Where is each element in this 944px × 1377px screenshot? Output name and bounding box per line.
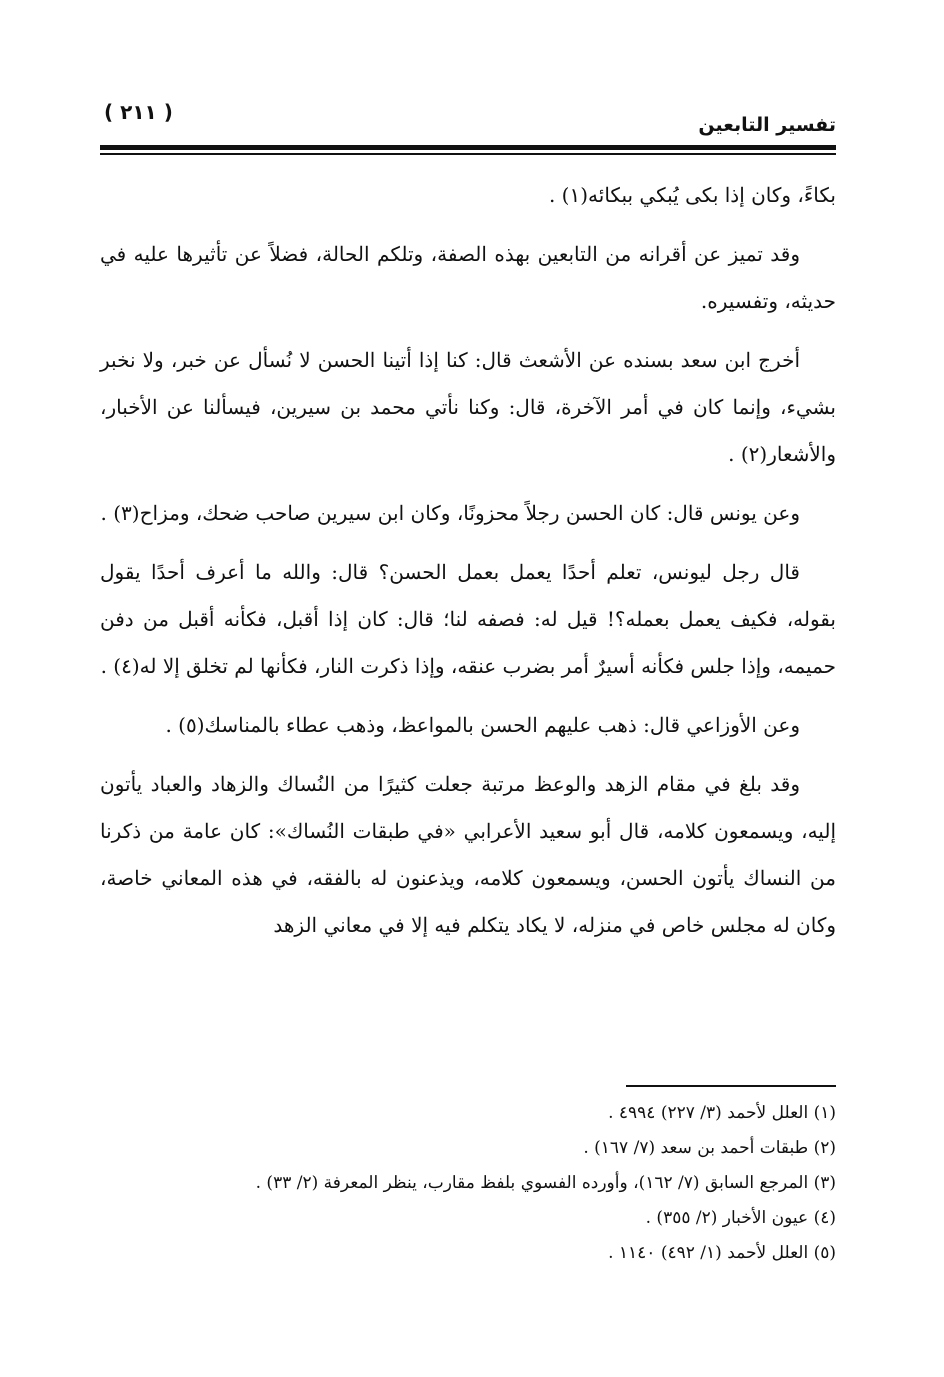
- paragraph: قال رجل ليونس، تعلم أحدًا يعمل بعمل الحسن؟ قال: والله ما أعرف أحدًا يقول بقوله، فكيف يعمل بعمله؟! قيل له: فصفه لنا؛ قال: كان إذا أقبل، فكأنه أقبل من دفن حميمه، وإذا جلس فكأنه أسيرٌ أمر بضرب عنقه، وإذا ذكرت النار، فكأنها لم تخلق إلا له(٤) .: [100, 560, 836, 678]
- paragraph: أخرج ابن سعد بسنده عن الأشعث قال: كنا إذا أتينا الحسن لا نُسأل عن خبر، ولا نخبر بشيء، وإنما كان في أمر الآخرة، قال: وكنا نأتي محمد بن سيرين، فيسألنا عن الأخبار، والأشعار(٢) .: [100, 348, 836, 466]
- page-header: [100, 100, 836, 144]
- footnote: (٢) طبقات أحمد بن سعد (٧/ ١٦٧) .: [583, 1138, 836, 1158]
- paragraph: بكاءً، وكان إذا بكى يُبكي ببكائه(١) .: [548, 183, 836, 207]
- footnotes: [100, 1096, 836, 1271]
- paragraph: وعن الأوزاعي قال: ذهب عليهم الحسن بالمواعظ، وذهب عطاء بالمناسك(٥) .: [165, 713, 800, 737]
- footnote-separator: [626, 1085, 836, 1087]
- paragraph: وعن يونس قال: كان الحسن رجلاً محزونًا، وكان ابن سيرين صاحب ضحك، ومزاح(٣) .: [100, 501, 800, 525]
- header-rule-thick: [100, 145, 836, 150]
- main-text: [100, 172, 836, 961]
- header-rule-thin: [100, 153, 836, 155]
- footnote: (٣) المرجع السابق (٧/ ١٦٢)، وأورده الفسوي بلفظ مقارب، ينظر المعرفة (٢/ ٣٣) .: [255, 1173, 836, 1193]
- footnote: (٤) عيون الأخبار (٢/ ٣٥٥) .: [645, 1208, 836, 1228]
- footnote: (٥) العلل لأحمد (١/ ٤٩٢) ١١٤٠ .: [608, 1243, 836, 1263]
- paragraph: وقد بلغ في مقام الزهد والوعظ مرتبة جعلت كثيرًا من النُساك والزهاد والعباد يأتون إليه، ويسمعون كلامه، قال أبو سعيد الأعرابي «في طبقات النُساك»: كان عامة من ذكرنا من النساك يأتون الحسن، ويسمعون كلامه، ويذعنون له بالفقه، في هذه المعاني خاصة، وكان له مجلس خاص في منزله، لا يكاد يتكلم فيه إلا في معاني الزهد: [100, 772, 836, 937]
- page-number: ( ٢١١ ): [104, 100, 173, 124]
- paragraph: وقد تميز عن أقرانه من التابعين بهذه الصفة، وتلكم الحالة، فضلاً عن تأثيرها عليه في حديثه، وتفسيره.: [100, 242, 836, 313]
- running-title: تفسير التابعين: [698, 114, 836, 136]
- footnote: (١) العلل لأحمد (٣/ ٢٢٧) ٤٩٩٤ .: [608, 1103, 836, 1123]
